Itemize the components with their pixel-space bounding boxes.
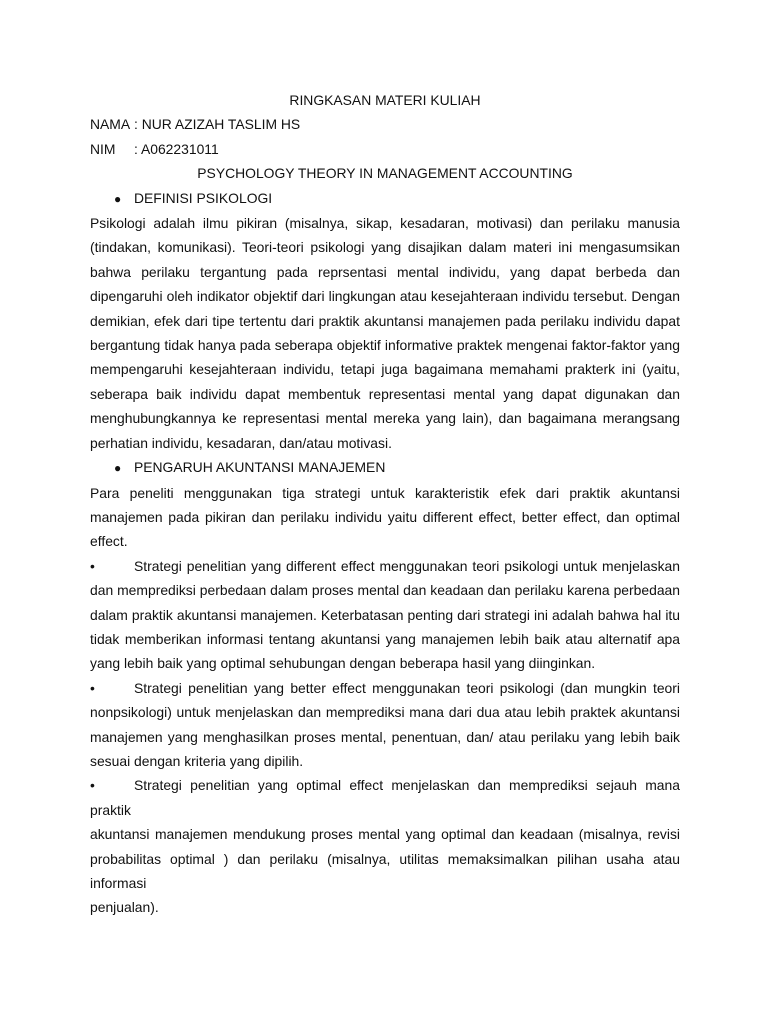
strategy-bullet: • bbox=[90, 557, 95, 574]
strategy-bullet: • bbox=[90, 679, 95, 696]
text-line: perhatian individu, kesadaran, dan/atau motivasi. bbox=[90, 434, 392, 451]
text-line: dipengaruhi oleh indikator objektif dari lingkungan atau kesejahteraan individu tersebut. Dengan bbox=[90, 288, 680, 305]
text-line bbox=[90, 773, 680, 822]
strategy-item bbox=[90, 676, 680, 774]
text-line: seberapa baik individu dapat membentuk representasi mental yang dapat digunakan dan bbox=[90, 385, 680, 402]
strategy-line-text: Strategi penelitian yang optimal effect menjelaskan dan memprediksi sejauh mana praktik bbox=[90, 777, 680, 818]
text-line: effect. bbox=[90, 533, 128, 550]
text-line: demikian, efek dari tipe tertentu dari praktik akuntansi manajemen pada perilaku individu dapat bbox=[90, 312, 680, 329]
text-line: manajemen pada pikiran dan perilaku individu yaitu different effect, better effect, dan optimal bbox=[90, 508, 680, 525]
document-title: RINGKASAN MATERI KULIAH bbox=[289, 92, 481, 108]
strategy-line-text: Strategi penelitian yang different effect menggunakan teori psikologi untuk menjelaskan bbox=[134, 557, 680, 574]
text-line: sesuai dengan kriteria yang dipilih. bbox=[90, 752, 304, 769]
text-line bbox=[90, 676, 680, 700]
nama-row bbox=[90, 112, 680, 136]
strategy-line-text: Strategi penelitian yang better effect menggunakan teori psikologi (dan mungkin teori bbox=[134, 679, 680, 696]
nama-label: NAMA bbox=[90, 116, 131, 133]
text-line: dalam praktik akuntansi manajemen. Keterbatasan penting dari strategi ini adalah bahwa hal itu bbox=[90, 606, 680, 623]
text-line bbox=[90, 554, 680, 578]
text-line: manajemen yang menghasilkan proses mental, penentuan, dan/ atau perilaku yang lebih baik bbox=[90, 728, 680, 745]
text-line: bergantung tidak hanya pada seberapa objektif informative praktek mengenai faktor-faktor yang bbox=[90, 337, 680, 354]
text-line: dan memprediksi perbedaan dalam proses mental dan keadaan dan perilaku karena perbedaan bbox=[90, 582, 680, 599]
document-subtitle: PSYCHOLOGY THEORY IN MANAGEMENT ACCOUNTING bbox=[197, 165, 573, 182]
section-heading-definisi bbox=[90, 186, 680, 211]
text-line: menghubungkannya ke representasi mental mereka yang lain), dan bagaimana merangsang bbox=[90, 410, 680, 427]
text-line: Para peneliti menggunakan tiga strategi untuk karakteristik efek dari praktik akuntansi bbox=[90, 484, 680, 501]
section-heading-label: DEFINISI PSIKOLOGI bbox=[134, 189, 273, 206]
text-line: mempengaruhi kesejahteraan individu, tetapi juga bagaimana memahami prakterk ini (yaitu, bbox=[90, 361, 680, 378]
section-heading-label: PENGARUH AKUNTANSI MANAJEMEN bbox=[134, 459, 386, 476]
section-heading-pengaruh bbox=[90, 455, 680, 480]
strategy-item bbox=[90, 773, 680, 919]
text-line: yang lebih baik yang optimal sehubungan dengan beberapa hasil yang diinginkan. bbox=[90, 655, 596, 672]
text-line: (tindakan, komunikasi). Teori-teori psikologi yang disajikan dalam materi ini mengasumsikan bbox=[90, 239, 680, 256]
nim-label: NIM bbox=[90, 140, 116, 157]
pengaruh-intro-paragraph bbox=[90, 481, 680, 554]
strategy-list bbox=[90, 554, 680, 920]
strategy-item bbox=[90, 554, 680, 676]
nim-row bbox=[90, 137, 680, 161]
text-line: Psikologi adalah ilmu pikiran (misalnya, sikap, kesadaran, motivasi) dan perilaku manusia bbox=[90, 215, 680, 232]
nama-value: : NUR AZIZAH TASLIM HS bbox=[134, 116, 301, 133]
text-line: probabilitas optimal ) dan perilaku (misalnya, utilitas memaksimalkan pilihan usaha atau informasi bbox=[90, 850, 680, 891]
text-line: penjualan). bbox=[90, 899, 159, 916]
nim-value: : A062231011 bbox=[134, 140, 219, 157]
bullet-icon: ● bbox=[114, 191, 122, 206]
definisi-paragraph bbox=[90, 211, 680, 455]
text-line: tidak memberikan informasi tentang akuntansi yang manajemen lebih baik atau alternatif apa bbox=[90, 630, 680, 647]
bullet-icon: ● bbox=[114, 461, 122, 476]
text-line: nonpsikologi) untuk menjelaskan dan memprediksi mana dari dua atau lebih praktek akuntansi bbox=[90, 704, 680, 721]
text-line: akuntansi manajemen mendukung proses mental yang optimal dan keadaan (misalnya, revisi bbox=[90, 826, 680, 843]
strategy-bullet: • bbox=[90, 777, 95, 794]
text-line: bahwa perilaku tergantung pada reprsentasi mental individu, yang dapat berbeda dan bbox=[90, 263, 680, 280]
